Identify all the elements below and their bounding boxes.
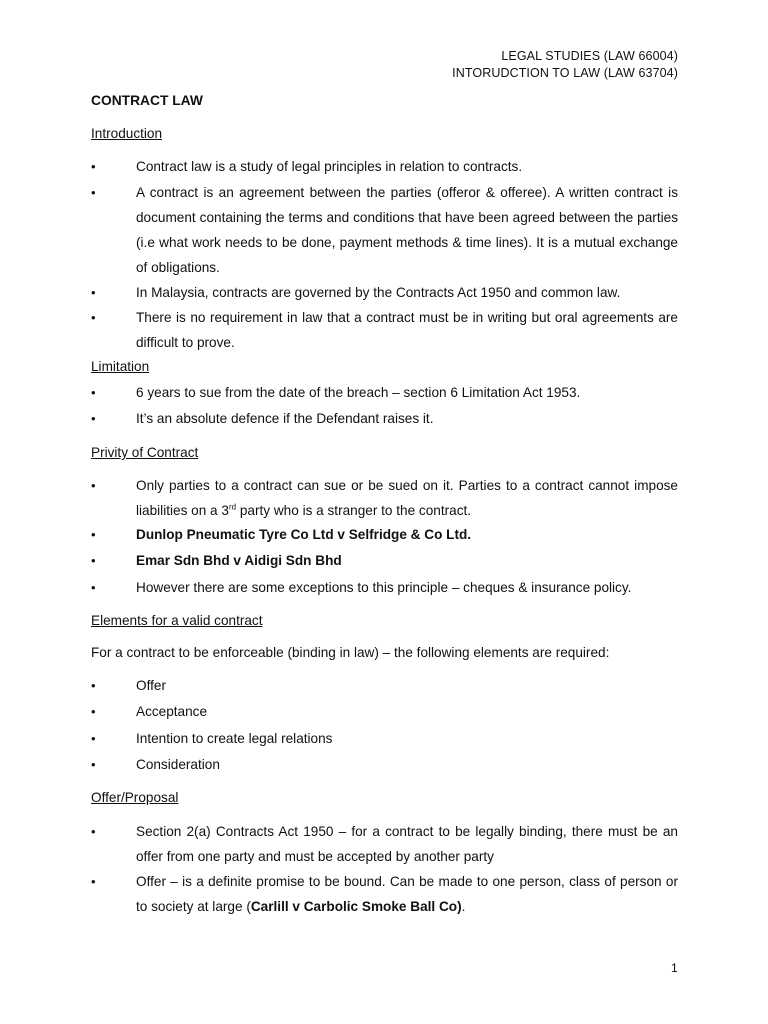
bullet-icon: • [91, 874, 96, 889]
bullet-icon: • [91, 704, 96, 719]
list-item [91, 380, 678, 405]
section-intro-text: For a contract to be enforceable (binding in law) – the following elements are required: [91, 645, 610, 660]
bullet-icon: • [91, 678, 96, 693]
bullet-text-part: Only parties to a contract can sue or be sued on it. Parties to a contract cannot impose liabilities on a 3 [136, 478, 678, 518]
bullet-text: In Malaysia, contracts are governed by the Contracts Act 1950 and common law. [136, 285, 621, 300]
bullet-text-part: Offer – is a definite promise to be bound. Can be made to one person, class of person or to society at large ( [136, 874, 678, 914]
bullet-icon: • [91, 731, 96, 746]
list-item [91, 180, 678, 280]
bullet-text: Contract law is a study of legal principles in relation to contracts. [136, 159, 523, 174]
bullet-icon: • [91, 478, 96, 493]
bullet-icon: • [91, 185, 96, 200]
bullet-text: Consideration [136, 757, 220, 772]
ordinal-suffix: rd [228, 502, 237, 512]
document-title: CONTRACT LAW [91, 93, 203, 108]
list-item [91, 726, 678, 751]
bullet-icon: • [91, 411, 96, 426]
bullet-text: Section 2(a) Contracts Act 1950 – for a contract to be legally binding, there must be an offer from one party and must be accepted by another party [136, 824, 678, 864]
document-header [452, 48, 678, 82]
section-heading-introduction: Introduction [91, 126, 163, 141]
bullet-icon: • [91, 310, 96, 325]
list-item [91, 154, 678, 179]
bullet-icon: • [91, 824, 96, 839]
bullet-text [136, 473, 678, 523]
bullet-text [136, 869, 678, 919]
bullet-icon: • [91, 159, 96, 174]
list-item [91, 752, 678, 777]
list-item [91, 406, 678, 431]
bullet-text: However there are some exceptions to this principle – cheques & insurance policy. [136, 580, 632, 595]
section-heading-limitation: Limitation [91, 359, 150, 374]
bullet-icon: • [91, 385, 96, 400]
list-item [91, 575, 678, 600]
list-item [91, 522, 678, 547]
section-heading-offer: Offer/Proposal [91, 790, 179, 805]
bullet-icon: • [91, 285, 96, 300]
bullet-icon: • [91, 527, 96, 542]
section-heading-elements: Elements for a valid contract [91, 613, 263, 628]
bullet-text-part: . [461, 899, 466, 914]
bullet-text: Offer [136, 678, 166, 693]
list-item [91, 673, 678, 698]
list-item [91, 699, 678, 724]
bullet-text: 6 years to sue from the date of the breach – section 6 Limitation Act 1953. [136, 385, 581, 400]
bullet-icon: • [91, 757, 96, 772]
list-item [91, 280, 678, 305]
bullet-text: It’s an absolute defence if the Defendant raises it. [136, 411, 434, 426]
bullet-text [136, 522, 678, 547]
section-heading-privity: Privity of Contract [91, 445, 199, 460]
list-item [91, 473, 678, 523]
bullet-text: There is no requirement in law that a contract must be in writing but oral agreements are difficult to prove. [136, 310, 678, 350]
list-item [91, 869, 678, 919]
page-number: 1 [671, 961, 678, 975]
list-item [91, 548, 678, 573]
bullet-text: Intention to create legal relations [136, 731, 333, 746]
bullet-icon: • [91, 553, 96, 568]
bullet-text: Acceptance [136, 704, 208, 719]
course-title-line: INTORUDCTION TO LAW (LAW 63704) [452, 66, 678, 80]
course-code-line: LEGAL STUDIES (LAW 66004) [501, 49, 678, 63]
list-item [91, 819, 678, 869]
case-citation: Carlill v Carbolic Smoke Ball Co) [250, 899, 462, 914]
bullet-text [136, 548, 678, 573]
case-citation: Emar Sdn Bhd v Aidigi Sdn Bhd [136, 553, 342, 568]
bullet-icon: • [91, 580, 96, 595]
bullet-text-part: party who is a stranger to the contract. [236, 503, 472, 518]
bullet-text: A contract is an agreement between the parties (offeror & offeree). A written contract is document containing the terms and conditions that have been agreed between the parties (i.e what work needs to be done, payment methods & time lines). It is a mutual exchange of obligations. [136, 185, 678, 275]
case-citation: Dunlop Pneumatic Tyre Co Ltd v Selfridge & Co Ltd. [136, 527, 472, 542]
list-item [91, 305, 678, 355]
